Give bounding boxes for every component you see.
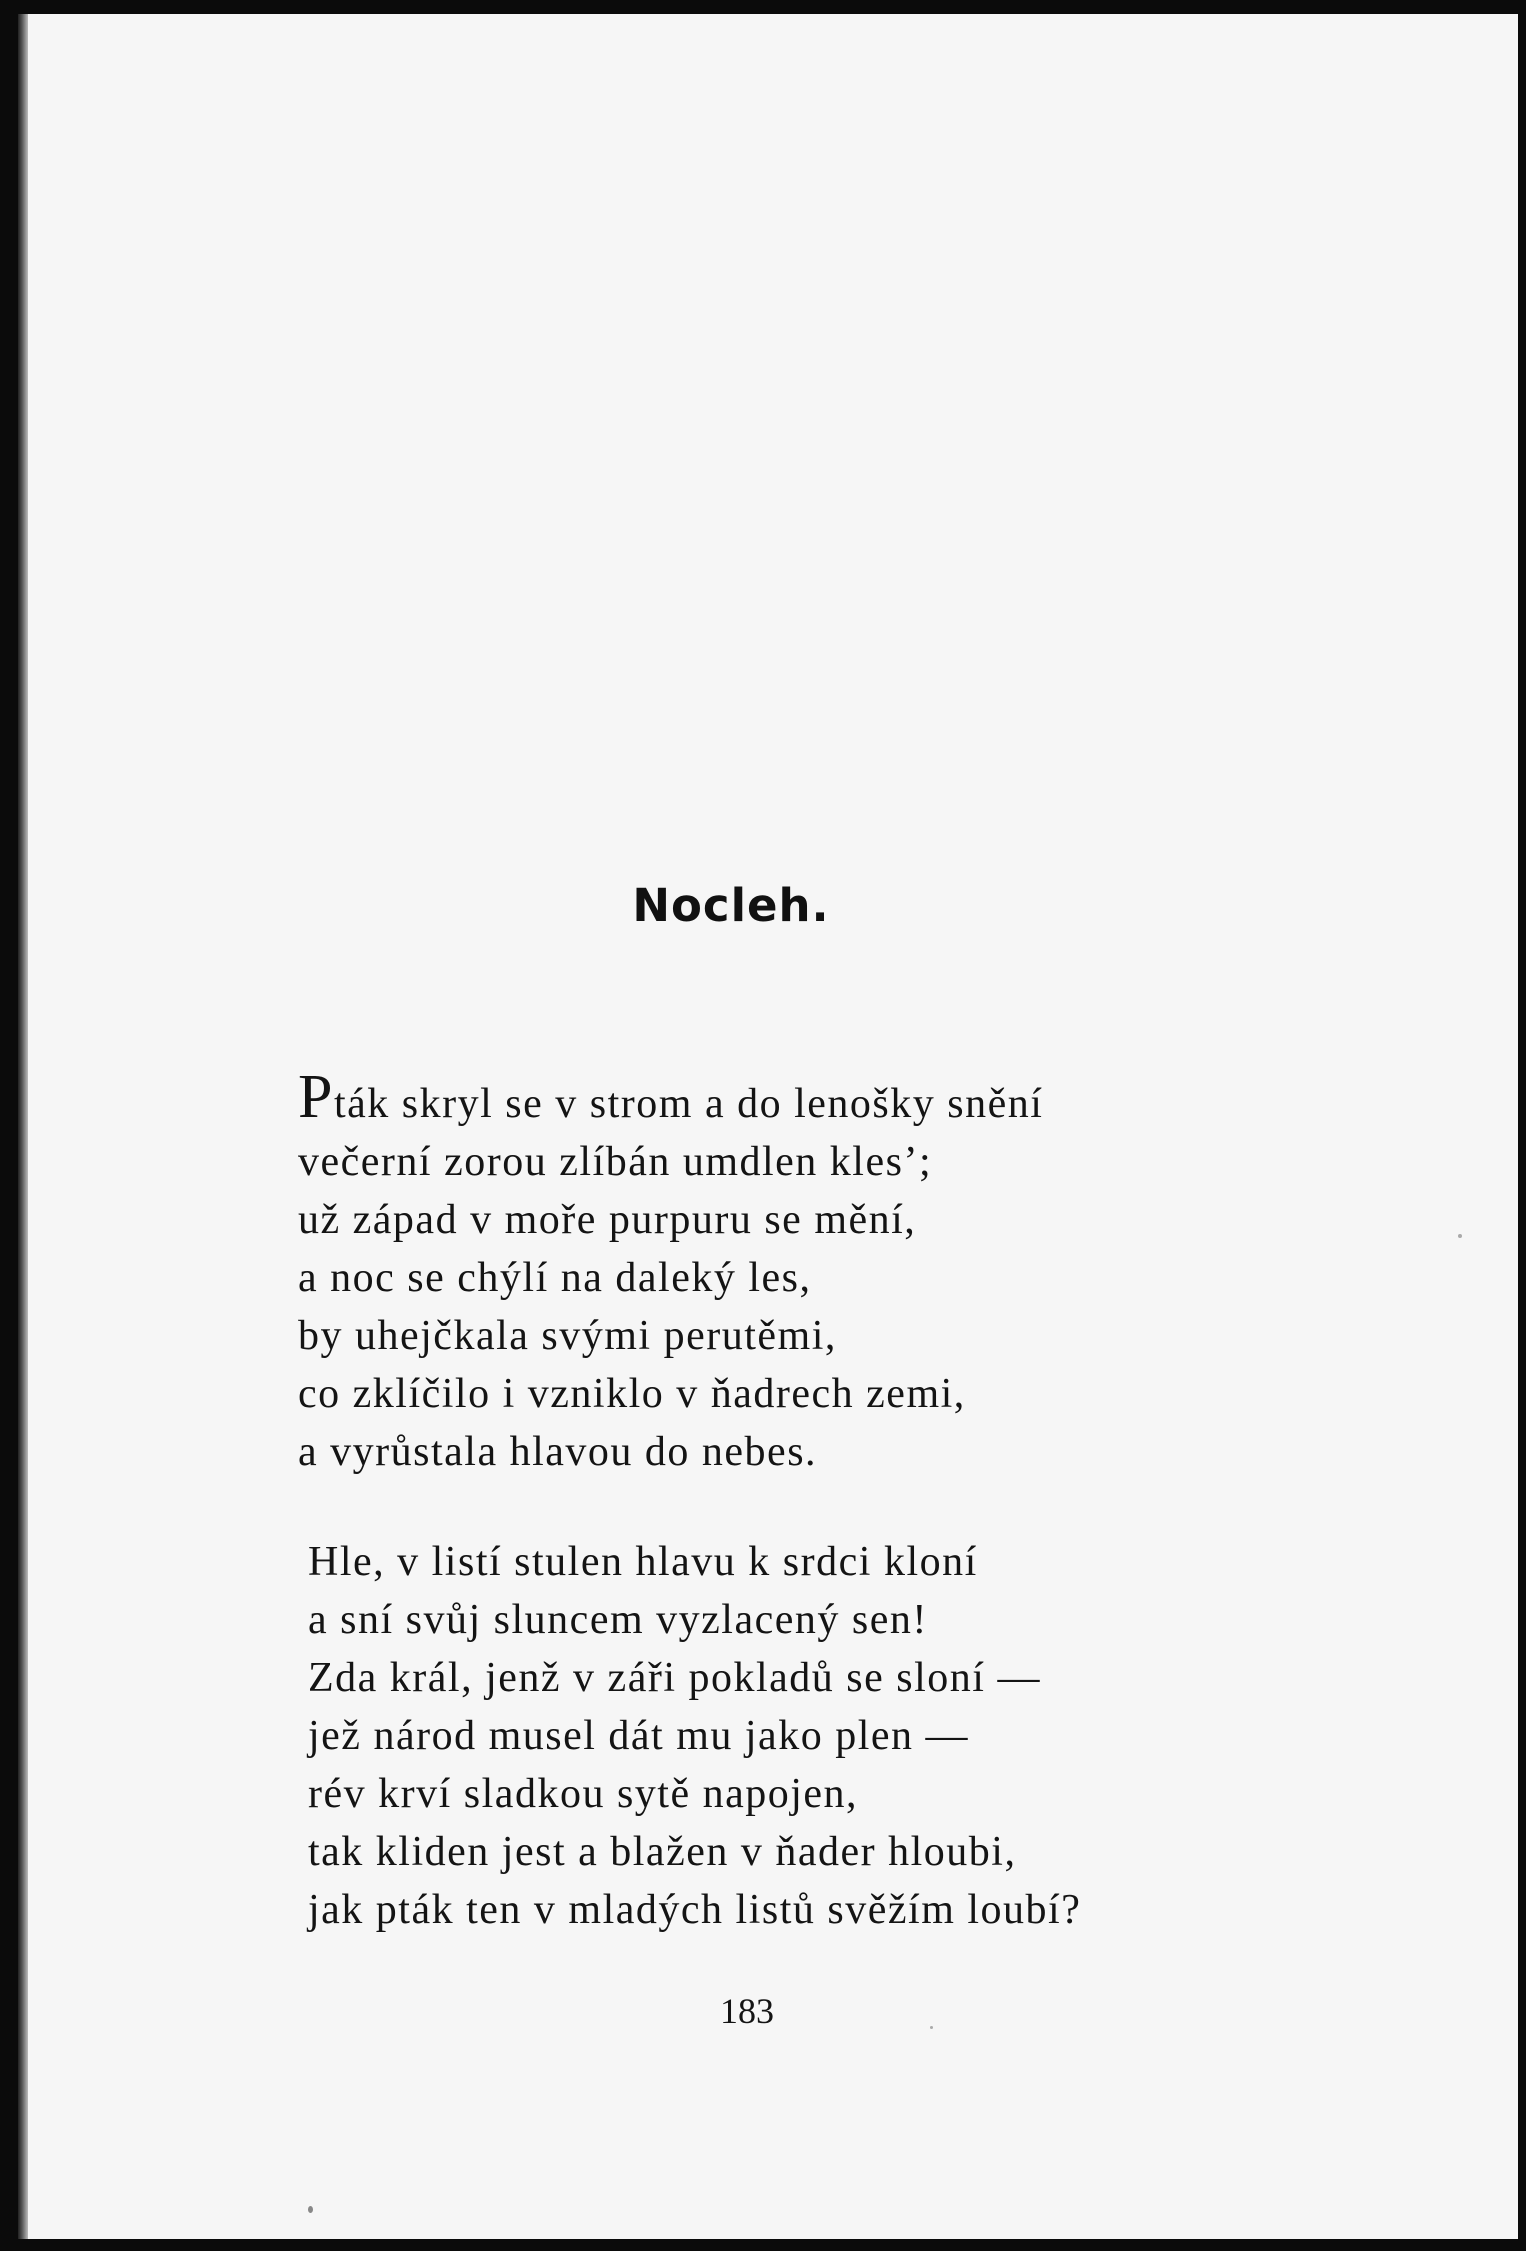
poem-line (298, 1063, 1044, 1133)
poem-title: Nocleh. (632, 879, 830, 932)
page-binding-shadow (18, 14, 28, 2239)
poem-line: jež národ musel dát mu jako plen — (308, 1713, 970, 1759)
book-page (18, 14, 1518, 2239)
poem-line: a noc se chýlí na daleký les, (298, 1255, 812, 1301)
poem-line: Hle, v listí stulen hlavu k srdci kloní (308, 1539, 978, 1585)
poem-line: co zklíčilo i vzniklo v ňadrech zemi, (298, 1371, 966, 1417)
poem-line-text: ták skryl se v strom a do lenošky snění (333, 1081, 1044, 1127)
poem-line: už západ v moře purpuru se mění, (298, 1197, 917, 1243)
paper-speck (1458, 1234, 1462, 1238)
paper-speck (930, 2026, 933, 2029)
drop-cap: P (298, 1063, 334, 1131)
poem-line: Zda král, jenž v záři pokladů se sloní — (308, 1655, 1041, 1701)
poem-line: večerní zorou zlíbán umdlen kles’; (298, 1139, 933, 1185)
poem-line: jak pták ten v mladých listů svěžím loubí? (308, 1887, 1082, 1933)
paper-speck (308, 2206, 313, 2213)
poem-line: tak kliden jest a blažen v ňader hloubi, (308, 1829, 1017, 1875)
poem-line: a vyrůstala hlavou do nebes. (298, 1429, 818, 1475)
poem-line: by uhejčkala svými perutěmi, (298, 1313, 837, 1359)
stanza-1 (298, 1063, 1044, 1481)
poem-line: rév krví sladkou sytě napojen, (308, 1771, 859, 1817)
poem-line: a sní svůj sluncem vyzlacený sen! (308, 1597, 928, 1643)
stanza-2 (308, 1533, 1081, 1939)
page-number: 183 (720, 1991, 774, 2031)
